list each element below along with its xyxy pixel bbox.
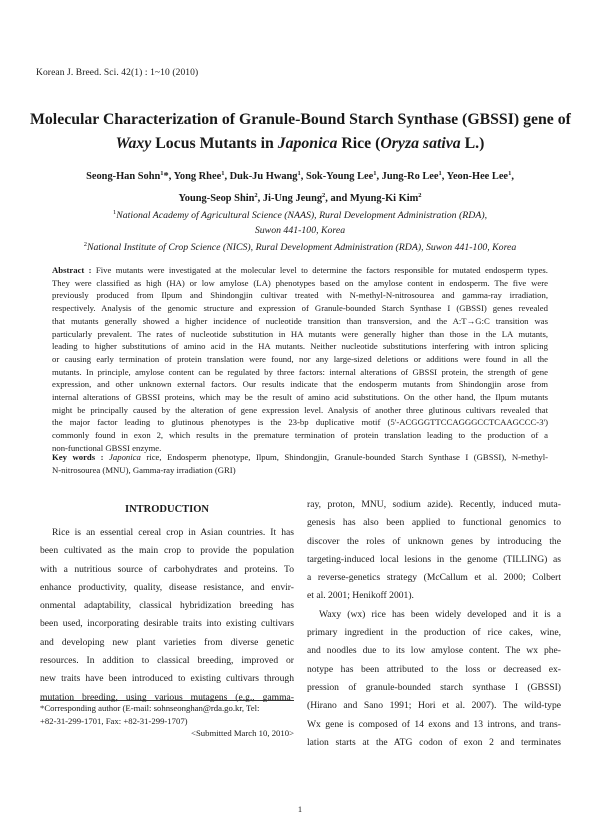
body-line: genesis has also been applied to functional genomics to xyxy=(307,517,561,529)
body-line: lation starts at the ATG codon of exon 2 and terminates xyxy=(307,736,561,748)
abstract xyxy=(52,264,548,455)
abstract-line: internal alterations of GBSSI proteins, which may be the result of amino acid substitutions. On the other hand, the Ilpum mutants xyxy=(52,392,548,403)
column-right xyxy=(307,496,561,752)
affiliation-marker: 2 xyxy=(83,241,87,248)
body-line: been cultivated as the main crop to provide the population xyxy=(40,545,294,557)
title-species: Oryza sativa xyxy=(380,135,461,152)
keywords-line-1 xyxy=(52,451,548,464)
author-name: Yong Rhee xyxy=(173,171,222,182)
page-number: 1 xyxy=(297,804,303,814)
title-part: Locus Mutants in xyxy=(151,135,278,152)
body-line: enhance productivity, quality, disease resistance, and envir- xyxy=(40,581,294,593)
abstract-line: Abstract : Five mutants were investigated at the molecular level to determine the factors responsible for mutated endosperm types. xyxy=(52,265,548,275)
body-line: ray, proton, MNU, sodium azide). Recently, induced muta- xyxy=(307,499,561,510)
author-name: Duk-Ju Hwang xyxy=(229,171,298,182)
author-affiliation-marker: 1 xyxy=(160,170,164,177)
author-affiliation-marker: 1 xyxy=(373,170,377,177)
body-line: discover the roles of unknown genes by introducing the xyxy=(307,535,561,547)
author-affiliation-marker: 1 xyxy=(221,170,225,177)
body-line: pression of granule-bounded starch synthase I (GBSSI) xyxy=(307,681,561,693)
footnote xyxy=(40,702,294,727)
abstract-line: commonly found in exon 2, which results in the premature termination of protein translation leading to the production of a xyxy=(52,430,548,441)
paper-title xyxy=(30,108,570,156)
author-name: Jung-Ro Lee xyxy=(381,171,439,182)
body-line: resources. In addition to classical breeding, improved or xyxy=(40,655,294,667)
keywords-text: rice, Endosperm phenotype, Ilpum, Shindongjin, Granule-bounded Starch Synthase I (GBSSI), N-methyl- xyxy=(140,452,549,462)
keywords-line-2: N-nitrosourea (MNU), Gamma-ray irradiation (GRI) xyxy=(52,464,236,475)
abstract-line: expression, and other unknown external factors. Our results indicate that the endosperm mutants from Shindongjin arose from xyxy=(52,379,548,390)
author-affiliation-marker: 2 xyxy=(254,192,258,199)
abstract-label: Abstract : xyxy=(52,265,92,275)
author-name: Seong-Han Sohn xyxy=(86,171,161,182)
body-line: (Hirano and Sano 1991; Hori et al. 2007). The wild-type xyxy=(307,700,561,712)
abstract-line: that mutants generally showed a higher incidence of nucleotide transition than transversion, and the A:T→G:C transition was xyxy=(52,315,548,326)
body-line: with a nutritious source of carbohydrates and proteins. To xyxy=(40,563,294,575)
affiliation-text: National Academy of Agricultural Science (NAAS), Rural Development Administration (RDA), xyxy=(116,210,488,221)
keyword-japonica: Japonica xyxy=(109,452,141,462)
abstract-line: They were classified as high (HA) or low amylose (LA) phenotypes based on the amylose content in endosperm. The five were xyxy=(52,277,548,288)
journal-citation: Korean J. Breed. Sci. 42(1) : 1~10 (2010) xyxy=(36,68,199,78)
author-affiliation-marker: 1 xyxy=(438,170,442,177)
author-name: Ji-Ung Jeung xyxy=(262,193,323,204)
body-line: and developing new plant varieties from diverse genetic xyxy=(40,636,294,648)
author-affiliation-marker: 1 xyxy=(508,170,512,177)
title-line-2 xyxy=(30,132,570,156)
author-and: and xyxy=(330,193,350,204)
corresponding-author-mark: * xyxy=(163,171,169,182)
body-line: primary ingredient in the production of rice cakes, wine, xyxy=(307,627,561,639)
keywords xyxy=(52,451,548,476)
abstract-line: leading to higher substitutions of amino acid in the HA mutants. Neither nucleotide substitutions interfering with intron splicing xyxy=(52,341,548,352)
submitted-date: <Submitted March 10, 2010> xyxy=(191,728,294,738)
body-line: et al. 2001; Henikoff 2001). xyxy=(307,590,414,602)
body-line: notype has been attributed to the loss or decreased ex- xyxy=(307,663,561,675)
column-left xyxy=(40,496,294,707)
intro-left-text xyxy=(40,524,294,707)
abstract-line: particularly prevalent. The rates of nucleotide substitution in HA mutants were generally higher than those in the LA mutants, xyxy=(52,328,548,339)
abstract-line: the major factor leading to glutinous phenotypes is the 23-bp duplicative motif (5'-ACGGGTTCCAGGGCCTCAAGCCC-3') xyxy=(52,417,548,428)
author-affiliation-marker: 2 xyxy=(418,192,422,199)
body-line: Waxy (wx) rice has been widely developed and it is a xyxy=(319,608,561,620)
abstract-line: mutants. In principle, amylose content can be regulated by three factors: internal alterations of GBSSI protein, the strength of gene xyxy=(52,366,548,377)
affiliation-2 xyxy=(30,238,570,256)
footnote-divider xyxy=(40,700,294,701)
section-heading-introduction: INTRODUCTION xyxy=(124,504,209,515)
body-line: a reverse-genetics strategy (McCallum et al. 2000; Colbert xyxy=(307,572,561,584)
authors-line-1: Seong-Han Sohn$^1$*, Yong Rhee$^1$, Duk-Ju Hwang$^1$, Sok-Young Lee$^1$, Jung-Ro Lee$^1$, Yeon-Hee Lee$^1$, xyxy=(86,170,514,182)
body-line: new traits have been introduced to existing cultivars through xyxy=(40,673,294,685)
authors-line-2: Young-Seop Shin$^2$, Ji-Ung Jeung$^2$, and Myung-Ki Kim$^2$ xyxy=(178,192,422,204)
abstract-line: respectively. Analysis of the genomic structure and expression of Granule-bounded Starch Synthase I (GBSSI) genes revealed xyxy=(52,303,548,314)
affiliations xyxy=(30,206,570,256)
author-list xyxy=(30,164,570,208)
body-line: mutation breeding, using various mutagens (e.g., gamma- xyxy=(40,691,294,703)
title-part: L.) xyxy=(460,135,485,152)
abstract-line: non-functional GBSSI enzyme. xyxy=(52,442,162,453)
abstract-line: previously produced from Ilpum and Shindongjin cultivar treated with N-methyl-N-nitrosourea and gamma-ray irradiation, xyxy=(52,290,548,301)
title-japonica: Japonica xyxy=(277,135,338,152)
footnote-line-1: *Corresponding author (E-mail: sohnseonghan@rda.go.kr, Tel: xyxy=(40,703,260,713)
author-name: Sok-Young Lee xyxy=(305,171,374,182)
body-line: and noodles due to its low amylose content. The wx phe- xyxy=(307,645,561,657)
abstract-line: might be principally caused by the alteration of gene expression level. Analysis of another three glutinous cultivars revealed that xyxy=(52,404,548,415)
body-line: Rice is an essential cereal crop in Asian countries. It has xyxy=(52,527,294,538)
intro-right-text xyxy=(307,496,561,752)
abstract-line: or causing early termination of protein translation were found, nor any large-sized deletions or additions were found in all the xyxy=(52,353,548,364)
title-waxy: Waxy xyxy=(115,135,152,152)
footnote-line-2: +82-31-299-1701, Fax: +82-31-299-1707) xyxy=(40,715,188,726)
affiliation-marker: 1 xyxy=(112,209,117,216)
author-affiliation-marker: 2 xyxy=(322,192,326,199)
body-line: Wx gene is composed of 14 exons and 13 introns, and trans- xyxy=(307,718,561,730)
body-line: been used, incorporating desirable traits into existing cultivars xyxy=(40,618,294,630)
title-line-1: Molecular Characterization of Granule-Bound Starch Synthase (GBSSI) gene of xyxy=(30,111,571,128)
author-affiliation-marker: 1 xyxy=(297,170,301,177)
author-name: Yeon-Hee Lee xyxy=(446,171,509,182)
author-name: Young-Seop Shin xyxy=(178,193,255,204)
keywords-label: Key words : xyxy=(52,452,104,462)
author-name: Myung-Ki Kim xyxy=(349,193,419,204)
affiliation-1 xyxy=(30,206,570,224)
body-line: onmental adaptability, classical hybridization breeding has xyxy=(40,600,294,612)
affiliation-1-cont: Suwon 441-100, Korea xyxy=(254,224,346,236)
body-line: targeting-induced local lesions in the genome (TILLING) as xyxy=(307,553,561,565)
affiliation-text: National Institute of Crop Science (NICS), Rural Development Administration (RDA), Suwon 441-100, Korea xyxy=(86,242,517,253)
title-part: Rice ( xyxy=(337,135,381,152)
